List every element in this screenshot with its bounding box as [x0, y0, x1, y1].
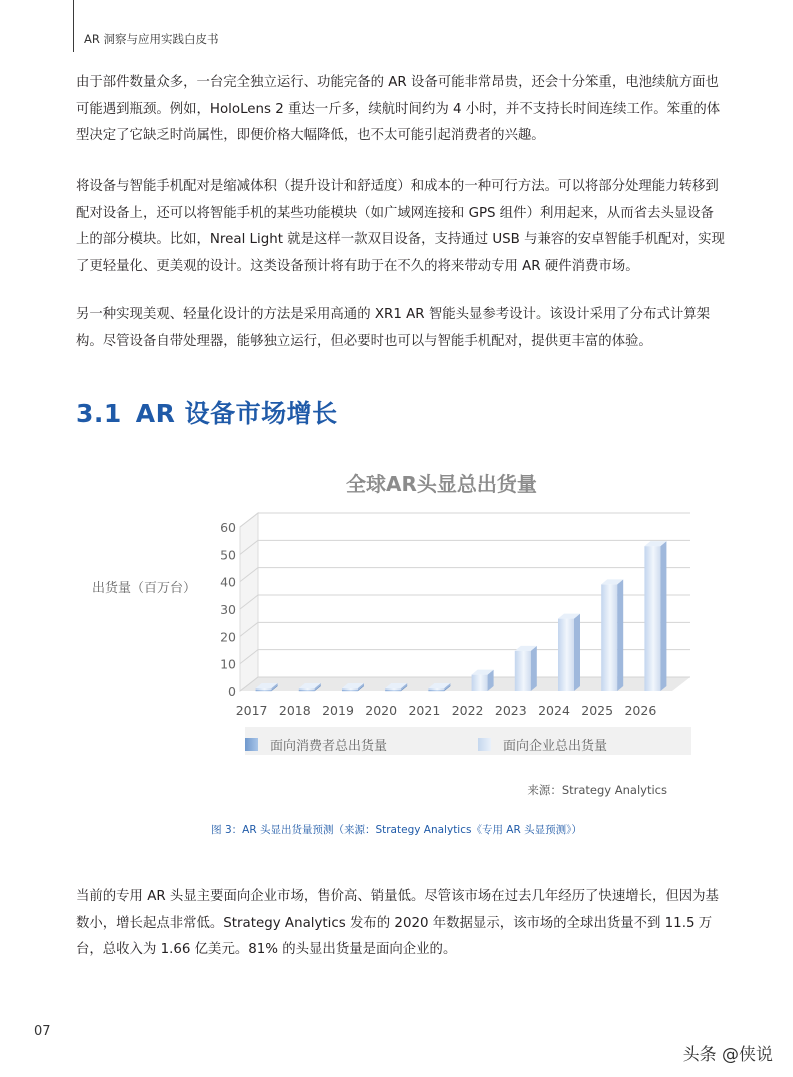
bar-2025-enterprise	[601, 584, 617, 691]
x-tick-label: 2020	[365, 703, 398, 718]
figure-caption: 图 3：AR 头显出货量预测（来源：Strategy Analytics《专用 AR 头显预测》）	[211, 824, 582, 836]
bar-side	[531, 646, 537, 691]
bar-side	[660, 541, 666, 691]
paragraph-2: 将设备与智能手机配对是缩减体积（提升设计和舒适度）和成本的一种可行方法。可以将部分处理能力转移到配对设备上，还可以将智能手机的某些功能模块（如广域网连接和 GPS 组件）利用起来，从而省去头显设备上的部分模块。比如，Nreal Light 就是这样一款双目设备，支持通过 USB 与兼容的安卓智能手机配对，实现了更轻量化、更美观的设计。这类设备预计将有助于在不久的将来带动专用 AR 硬件消费市场。	[76, 179, 725, 274]
section-title: AR 设备市场增长	[135, 399, 338, 428]
x-tick-label: 2025	[581, 703, 614, 718]
x-tick-label: 2021	[408, 703, 441, 718]
bar-2017-consumer	[256, 690, 272, 691]
gridline	[240, 540, 690, 554]
paragraph-3: 另一种实现美观、轻量化设计的方法是采用高通的 XR1 AR 智能头显参考设计。该设计采用了分布式计算架构。尽管设备自带处理器，能够独立运行，但必要时也可以与智能手机配对，提供更丰富的体验。	[76, 307, 711, 349]
legend-swatch-enterprise	[478, 738, 491, 751]
bar-2021-enterprise	[428, 688, 444, 690]
legend-item-enterprise	[478, 735, 607, 754]
chart-title: 全球AR头显总出货量	[346, 472, 537, 496]
bar-2019-enterprise	[342, 688, 358, 690]
bar-2020-enterprise	[385, 688, 401, 690]
x-tick-label: 2018	[278, 703, 311, 718]
bar-2017-enterprise	[256, 688, 272, 690]
watermark: 头条 @侠说	[682, 1045, 773, 1065]
bar-2024-enterprise	[558, 619, 574, 691]
chart-source: 来源：Strategy Analytics	[527, 783, 667, 797]
x-tick-label: 2017	[235, 703, 268, 718]
y-tick-label: 20	[220, 629, 236, 645]
y-tick-label: 60	[220, 520, 236, 535]
bar-2020-consumer	[385, 690, 401, 691]
legend-swatch-consumer	[245, 738, 258, 751]
y-tick-label: 50	[220, 547, 236, 563]
paragraph-1: 由于部件数量众多，一台完全独立运行、功能完备的 AR 设备可能非常昂贵，还会十分笨重，电池续航方面也可能遇到瓶颈。例如，HoloLens 2 重达一斤多，续航时间约为 4 小时，并不支持长时间连续工作。笨重的体型决定了它缺乏时尚属性，即便价格大幅降低，也不太可能引起消费者的兴趣。	[76, 75, 721, 143]
y-tick-label: 40	[220, 574, 236, 590]
bar-2019-consumer	[342, 690, 358, 691]
chart-canvas	[0, 440, 793, 820]
x-tick-label: 2026	[624, 703, 657, 718]
x-tick-label: 2024	[538, 703, 570, 718]
x-tick-label: 2022	[451, 703, 484, 718]
y-tick-label: 30	[220, 602, 236, 617]
section-number: 3.1	[76, 399, 122, 428]
bar-side	[617, 579, 623, 691]
page-number: 07	[34, 1024, 51, 1039]
y-tick-label: 0	[228, 684, 236, 699]
x-tick-label: 2019	[322, 703, 354, 718]
x-tick-label: 2023	[494, 703, 527, 718]
bar-2018-consumer	[299, 690, 315, 691]
legend-label-consumer: 面向消费者总出货量	[270, 739, 388, 754]
bar-2022-enterprise	[472, 675, 488, 691]
legend-label-enterprise: 面向企业总出货量	[503, 739, 608, 754]
paragraph-4: 当前的专用 AR 头显主要面向企业市场，售价高、销量低。尽管该市场在过去几年经历了快速增长，但因为基数小，增长起点非常低。Strategy Analytics 发布的 2020 年数据显示，该市场的全球出货量不到 11.5 万台，总收入为 1.66 亿美元。81% 的头显出货量是面向企业的。	[76, 889, 719, 957]
bar-2018-enterprise	[299, 688, 315, 690]
section-heading	[76, 394, 338, 430]
y-tick-label: 10	[220, 656, 236, 672]
shipment-chart	[0, 440, 793, 820]
bar-2023-enterprise	[515, 651, 531, 691]
running-header: AR 洞察与应用实践白皮书	[84, 32, 219, 46]
bar-side	[574, 614, 580, 691]
gridline	[240, 513, 690, 527]
legend-item-consumer	[245, 735, 387, 754]
bar-2021-consumer	[428, 690, 444, 691]
y-axis-label: 出货量（百万台）	[92, 581, 197, 596]
header-rule	[73, 0, 74, 52]
bar-2026-enterprise	[644, 546, 660, 691]
